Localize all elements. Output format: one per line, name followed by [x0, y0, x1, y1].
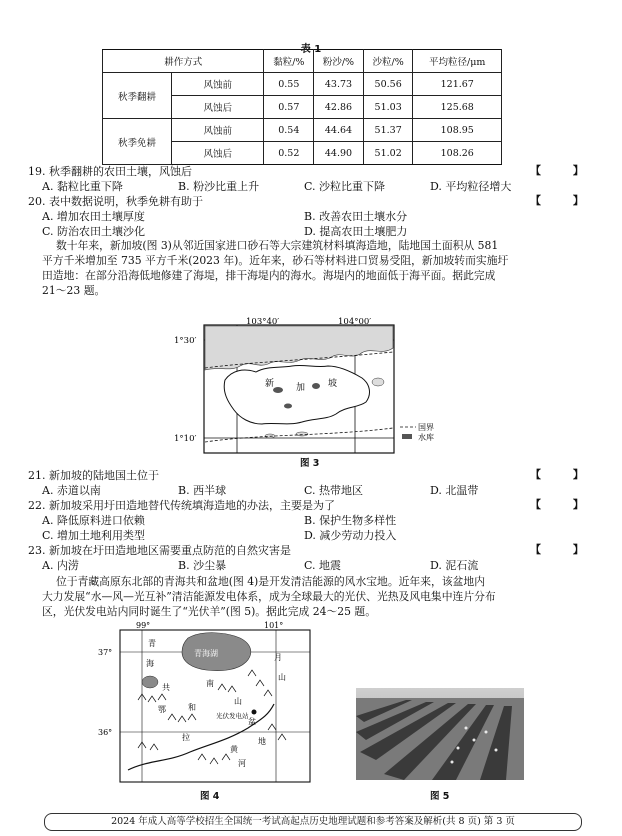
- lat-37-label: 37°: [98, 648, 113, 657]
- passage-singapore: [42, 238, 602, 298]
- fig5-caption: 图 5: [430, 791, 450, 802]
- header-clay: 黏粒/%: [264, 50, 314, 73]
- value-cell: 0.54: [264, 119, 314, 142]
- q21-stem: 21. 新加坡的陆地国土位于: [28, 469, 159, 482]
- value-cell: 125.68: [413, 96, 502, 119]
- group-cell: 秋季免耕: [103, 119, 172, 165]
- value-cell: 121.67: [413, 73, 502, 96]
- q19-option-c[interactable]: C. 沙粒比重下降: [304, 180, 386, 193]
- passage-line: 21～23 题。: [42, 284, 106, 297]
- map-label: 共: [162, 683, 170, 692]
- q23-option-d[interactable]: D. 泥石流: [430, 559, 479, 572]
- map-label: 山: [234, 697, 242, 706]
- q21-answer-bracket[interactable]: 【 】: [530, 468, 598, 481]
- q20-answer-bracket[interactable]: 【 】: [530, 194, 598, 207]
- value-cell: 0.55: [264, 73, 314, 96]
- q21-option-b[interactable]: B. 西半球: [178, 484, 227, 497]
- value-cell: 108.95: [413, 119, 502, 142]
- q21-option-a[interactable]: A. 赤道以南: [42, 484, 101, 497]
- map-label: 地: [258, 737, 266, 746]
- lat-36-label: 36°: [98, 728, 113, 737]
- header-sand: 沙粒/%: [363, 50, 413, 73]
- q20-option-d[interactable]: D. 提高农田土壤肥力: [304, 225, 408, 238]
- lake-label: 青海湖: [194, 649, 218, 658]
- map-label-jia: 加: [296, 383, 306, 393]
- map-label: 河: [238, 759, 246, 768]
- lat-top-label: 1°30′: [174, 336, 197, 346]
- map-label-xin: 新: [265, 379, 275, 389]
- header-grain: 平均粒径/μm: [413, 50, 502, 73]
- value-cell: 42.86: [314, 96, 364, 119]
- legend-reservoir-swatch: [402, 434, 412, 439]
- q22-option-d[interactable]: D. 减少劳动力投入: [304, 529, 397, 542]
- group-cell: 秋季翻耕: [103, 73, 172, 119]
- passage-line: 位于青藏高原东北部的青海共和盆地(图 4)是开发清洁能源的风水宝地。近年来，该盆地内: [56, 575, 486, 588]
- q20-stem: 20. 表中数据说明，秋季免耕有助于: [28, 195, 203, 208]
- table-row: [103, 119, 502, 142]
- lon-99-label: 99°: [136, 621, 151, 630]
- q19-stem: 19. 秋季翻耕的农田土壤，风蚀后: [28, 165, 192, 178]
- map-label: 拉: [182, 733, 190, 742]
- map-label: 青: [148, 639, 156, 648]
- header-method: 耕作方式: [103, 50, 264, 73]
- lon-101-label: 101°: [264, 621, 284, 630]
- stage-cell: 风蚀后: [172, 96, 264, 119]
- q21-option-c[interactable]: C. 热带地区: [304, 484, 364, 497]
- map-label: 鄂: [158, 705, 166, 714]
- soil-table: [102, 49, 502, 165]
- q23-answer-bracket[interactable]: 【 】: [530, 543, 598, 556]
- value-cell: 43.73: [314, 73, 364, 96]
- value-cell: 51.03: [363, 96, 413, 119]
- station-label: 光伏发电站: [216, 712, 249, 720]
- legend-border: 国界: [418, 423, 434, 432]
- q22-option-a[interactable]: A. 降低原料进口依赖: [42, 514, 145, 527]
- value-cell: 0.57: [264, 96, 314, 119]
- table-row: [103, 73, 502, 96]
- map-label: 南: [206, 679, 214, 688]
- stage-cell: 风蚀前: [172, 119, 264, 142]
- lon-right-label: 104°00′: [338, 317, 372, 327]
- q20-option-a[interactable]: A. 增加农田土壤厚度: [42, 210, 145, 223]
- page-footer: 2024 年成人高等学校招生全国统一考试高起点历史地理试题和参考答案及解析(共 8 页) 第 3 页: [44, 813, 582, 831]
- q23-stem: 23. 新加坡在圩田造地地区需要重点防范的自然灾害是: [28, 544, 291, 557]
- lon-left-label: 103°40′: [246, 317, 280, 327]
- value-cell: 51.02: [363, 142, 413, 165]
- q22-option-b[interactable]: B. 保护生物多样性: [304, 514, 397, 527]
- q23-option-b[interactable]: B. 沙尘暴: [178, 559, 227, 572]
- fig4-caption: 图 4: [200, 791, 220, 802]
- value-cell: 51.37: [363, 119, 413, 142]
- solar-station-marker: [252, 710, 257, 715]
- map-label: 月: [274, 653, 282, 662]
- q19-option-b[interactable]: B. 粉沙比重上升: [178, 180, 260, 193]
- map-label: 山: [278, 673, 286, 682]
- gonghe-basin-map: [98, 620, 314, 798]
- passage-line: 田造地：在部分沿海低地修建了海堤，排干海堤内的海水。海堤内的地面低于海平面。据此完成: [42, 269, 496, 282]
- q23-option-c[interactable]: C. 地震: [304, 559, 342, 572]
- table-header-row: [103, 50, 502, 73]
- q22-option-c[interactable]: C. 增加土地利用类型: [42, 529, 146, 542]
- q22-stem: 22. 新加坡采用圩田造地替代传统填海造地的办法，主要是为了: [28, 499, 335, 512]
- passage-qinghai: [42, 574, 602, 619]
- value-cell: 0.52: [264, 142, 314, 165]
- header-silt: 粉沙/%: [314, 50, 364, 73]
- stage-cell: 风蚀后: [172, 142, 264, 165]
- passage-line: 平方千米增加至 735 平方千米(2023 年)。近年来，砂石等材料进口贸易受阻，新加坡转而实施圩: [42, 254, 509, 267]
- map-label: 黄: [230, 745, 238, 754]
- lat-bottom-label: 1°10′: [174, 434, 197, 444]
- value-cell: 108.26: [413, 142, 502, 165]
- reservoir: [312, 383, 320, 389]
- passage-line: 区，光伏发电站内同时诞生了“光伏羊”(图 5)。据此完成 24～25 题。: [42, 605, 377, 618]
- value-cell: 44.64: [314, 119, 364, 142]
- map-label: 和: [188, 703, 196, 712]
- q19-option-a[interactable]: A. 黏粒比重下降: [42, 180, 123, 193]
- map-label-po: 坡: [328, 379, 338, 389]
- q20-option-c[interactable]: C. 防治农田土壤沙化: [42, 225, 146, 238]
- reservoir: [284, 404, 292, 409]
- table-title: 表 1: [300, 44, 322, 55]
- map-label: 盆: [248, 717, 256, 726]
- passage-line: 数十年来，新加坡(图 3)从邻近国家进口砂石等大宗建筑材料填海造地，陆地国土面积从 581: [56, 239, 499, 252]
- legend-reservoir: 水库: [418, 433, 434, 442]
- stage-cell: 风蚀前: [172, 73, 264, 96]
- map-label: 海: [146, 659, 154, 668]
- fig3-caption: 图 3: [300, 458, 320, 469]
- value-cell: 44.90: [314, 142, 364, 165]
- passage-line: 大力发展“水—风—光互补”清洁能源发电体系，成为全球最大的光伏、光热及风电集中连片分布: [42, 590, 496, 603]
- singapore-map: [170, 316, 450, 468]
- q19-answer-bracket[interactable]: 【 】: [530, 164, 598, 177]
- q21-option-d[interactable]: D. 北温带: [430, 484, 479, 497]
- q19-option-d[interactable]: D. 平均粒径增大: [430, 180, 512, 193]
- q20-option-b[interactable]: B. 改善农田土壤水分: [304, 210, 408, 223]
- q22-answer-bracket[interactable]: 【 】: [530, 498, 598, 511]
- q23-option-a[interactable]: A. 内涝: [42, 559, 79, 572]
- solar-sheep-photo: [356, 688, 524, 780]
- reservoir: [273, 387, 283, 393]
- value-cell: 50.56: [363, 73, 413, 96]
